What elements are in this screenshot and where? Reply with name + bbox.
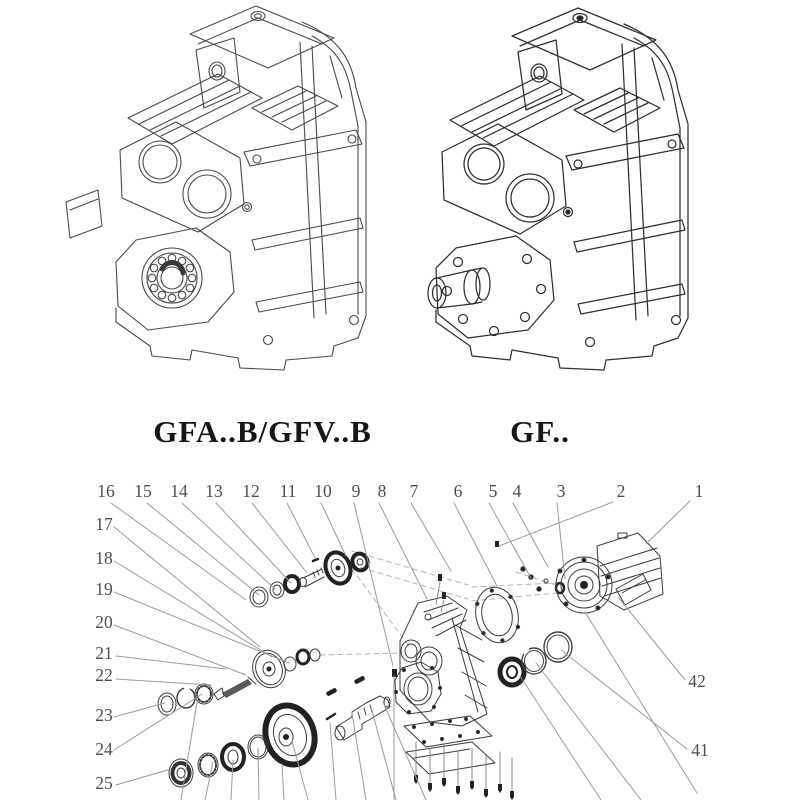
callout-label: 41 — [691, 740, 709, 760]
leader-line — [489, 503, 531, 578]
callout-label: 12 — [242, 481, 260, 501]
leader-line — [561, 650, 687, 749]
leader-line — [454, 503, 498, 588]
leader-line-cut — [231, 760, 233, 800]
leader-line-cut — [352, 713, 366, 800]
leader-line — [618, 597, 685, 680]
caption-gfab: GFA..B/GFV..B — [153, 414, 372, 449]
leader-line-cut — [258, 748, 259, 800]
leader-line — [114, 527, 260, 647]
callout-label: 1 — [694, 481, 704, 501]
callout-label: 24 — [95, 739, 113, 759]
leader-line — [557, 503, 565, 579]
leader-line-cut — [536, 663, 641, 800]
callout-label: 14 — [170, 481, 188, 501]
callout-label: 4 — [512, 481, 522, 501]
leader-line — [513, 503, 548, 567]
callout-label: 7 — [409, 481, 419, 501]
leader-line — [114, 703, 165, 717]
leader-line — [116, 656, 226, 669]
motor — [556, 533, 663, 613]
callout-label: 2 — [616, 481, 626, 501]
leader-line — [116, 679, 211, 685]
leader-line — [252, 503, 307, 573]
callout-label: 17 — [95, 514, 113, 534]
leader-line-cut — [181, 702, 197, 800]
callout-label: 21 — [95, 643, 113, 663]
gearbox-drawing-gfab — [66, 6, 366, 370]
leader-line — [216, 503, 291, 583]
callout-label: 6 — [453, 481, 463, 501]
output-rings — [500, 632, 572, 685]
callout-label: 9 — [351, 481, 361, 501]
callouts — [95, 481, 709, 800]
leader-line-cut — [292, 741, 308, 800]
vent-plug — [495, 541, 499, 547]
leader-line — [114, 625, 246, 675]
callout-label: 10 — [314, 481, 332, 501]
callout-label: 16 — [97, 481, 115, 501]
leader-line-cut — [282, 764, 284, 800]
leader-line — [116, 769, 171, 785]
callout-label: 3 — [556, 481, 566, 501]
callout-label: 5 — [488, 481, 498, 501]
leader-line — [354, 503, 393, 666]
leader-line — [646, 501, 690, 544]
exploded-diagram — [95, 481, 709, 800]
callout-label: 25 — [95, 773, 113, 793]
leader-line — [321, 503, 346, 556]
callout-label: 18 — [95, 548, 113, 568]
caption-gf: GF.. — [510, 414, 570, 449]
callout-label: 19 — [95, 579, 113, 599]
leader-line — [411, 503, 451, 571]
callout-label: 20 — [95, 612, 113, 632]
leader-line — [111, 503, 246, 600]
callout-label: 22 — [95, 665, 113, 685]
gearbox-drawing-gf — [428, 8, 688, 370]
flange-adapter — [471, 583, 524, 647]
output-bearing — [142, 248, 202, 308]
cover-bolts — [414, 742, 514, 800]
callout-label: 11 — [279, 481, 297, 501]
leader-line — [287, 503, 315, 558]
dowel-pin — [392, 669, 397, 677]
callout-label: 8 — [377, 481, 387, 501]
callout-label: 42 — [688, 671, 706, 691]
input-shaft-cluster — [250, 549, 370, 607]
leader-line — [147, 503, 259, 595]
shaft-key — [354, 675, 366, 684]
callout-label: 13 — [205, 481, 223, 501]
leader-line-cut — [371, 707, 396, 800]
callout-label: 15 — [134, 481, 152, 501]
leader-line — [114, 561, 272, 657]
shaft-key — [326, 687, 338, 696]
callout-label: 23 — [95, 705, 113, 725]
output-shaft-cluster — [169, 675, 390, 787]
leader-line-cut — [585, 612, 697, 793]
leader-line-cut — [205, 762, 213, 800]
leader-line-cut — [383, 702, 426, 800]
